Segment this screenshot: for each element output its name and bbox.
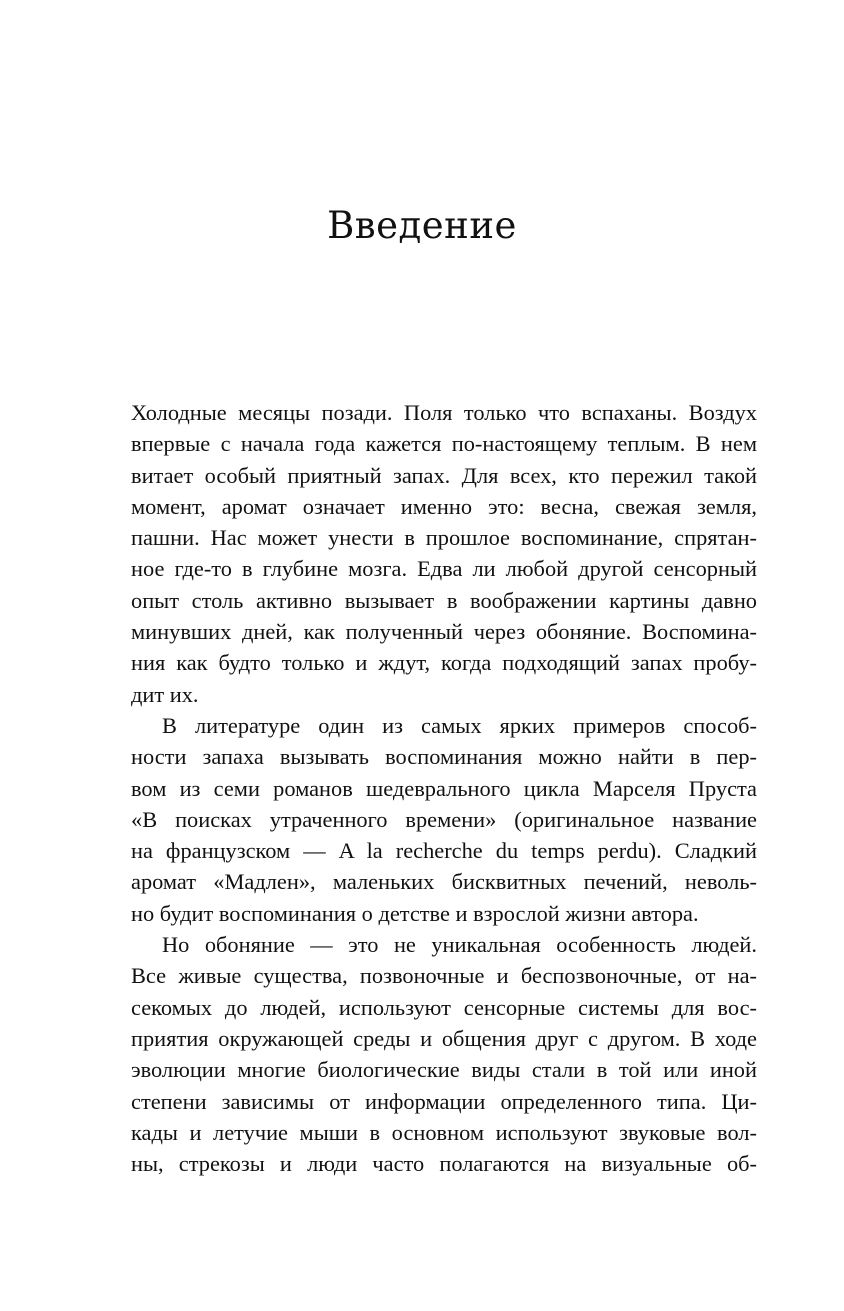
text-line: «В поисках утраченного времени» (оригинальное название xyxy=(131,806,757,832)
text-line: момент, аромат означает именно это: весна, свежая земля, xyxy=(131,493,757,519)
text-line: пашни. Нас может унести в прошлое воспоминание, спрятан- xyxy=(131,525,757,551)
chapter-title: Введение xyxy=(327,204,517,247)
text-line: Но обоняние — это не уникальная особенность людей. xyxy=(162,932,757,958)
paragraph-2 xyxy=(131,710,757,929)
text-line: приятия окружающей среды и общения друг с другом. В ходе xyxy=(131,1025,757,1051)
text-line: кады и летучие мыши в основном используют звуковые вол- xyxy=(131,1119,757,1145)
body-text xyxy=(131,397,757,1179)
text-line: ное где-то в глубине мозга. Едва ли любой другой сенсорный xyxy=(131,556,757,582)
text-line: на французском — A la recherche du temps perdu). Сладкий xyxy=(131,838,757,864)
paragraph-3 xyxy=(131,929,757,1179)
text-line: но будит воспоминания о детстве и взрослой жизни автора. xyxy=(131,900,699,926)
text-line: витает особый приятный запах. Для всех, кто пережил такой xyxy=(131,462,757,488)
text-line: Холодные месяцы позади. Поля только что вспаханы. Воздух xyxy=(131,400,757,425)
text-line: ности запаха вызывать воспоминания можно найти в пер- xyxy=(131,744,757,770)
text-line: ны, стрекозы и люди часто полагаются на визуальные об- xyxy=(131,1151,757,1177)
text-line: Все живые существа, позвоночные и беспозвоночные, от на- xyxy=(131,963,757,989)
text-line: дит их. xyxy=(131,681,199,707)
text-line: вом из семи романов шедеврального цикла Марселя Пруста xyxy=(131,775,757,801)
text-line: секомых до людей, используют сенсорные системы для вос- xyxy=(131,994,757,1020)
text-line: ния как будто только и ждут, когда подходящий запах пробу- xyxy=(131,650,757,676)
text-line: впервые с начала года кажется по-настоящему теплым. В нем xyxy=(131,431,757,457)
text-line: аромат «Мадлен», маленьких бисквитных печений, неволь- xyxy=(131,869,757,895)
text-line: В литературе один из самых ярких примеров способ- xyxy=(162,712,757,738)
text-line: минувших дней, как полученный через обоняние. Воспомина- xyxy=(131,619,757,645)
text-line: степени зависимы от информации определенного типа. Ци- xyxy=(131,1088,757,1114)
text-line: опыт столь активно вызывает в воображении картины давно xyxy=(131,587,757,613)
paragraph-1 xyxy=(131,397,757,710)
text-line: эволюции многие биологические виды стали в той или иной xyxy=(131,1057,757,1083)
